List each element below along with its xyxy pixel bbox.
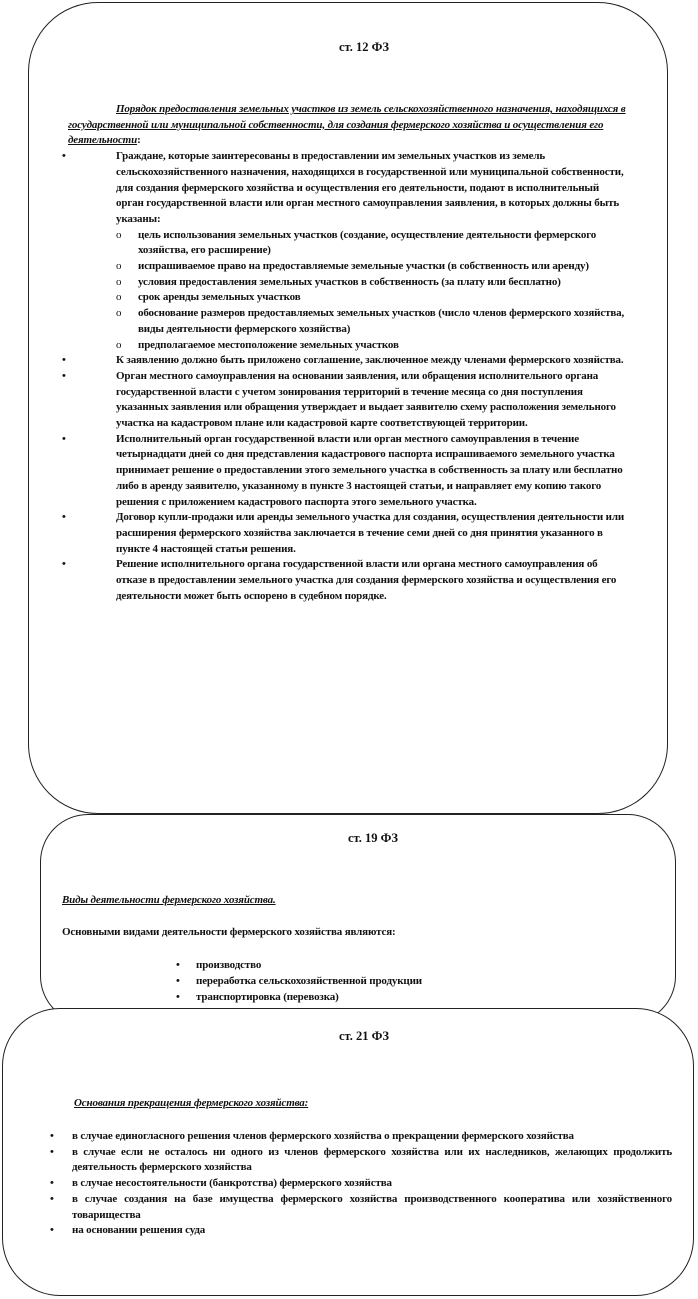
- bullet-icon: •: [50, 1192, 54, 1205]
- article-12-p3: Орган местного самоуправления на основании заявления, или обращения исполнительного органа государственной власти с учетом зонирования территорий в течение месяца со дня поступления указанных заявления или обращения утверждает и выдает заявителю схему расположения земельного участка на кадастровом плане или кадастровой карте соответствующей территории.: [116, 369, 616, 430]
- article-12-p1: Граждане, которые заинтересованы в предоставлении им земельных участков из земель сельскохозяйственного назначения, находящихся в государственной или муниципальной собственности, для создания фермерского хозяйства и осуществления его деятельности, подают в исполнительный орган государственной власти или орган местного самоуправления заявления, в которых должны быть указаны:: [116, 150, 624, 225]
- list-item: [116, 290, 628, 306]
- list-item-text: в случае единогласного решения членов фермерского хозяйства о прекращении фермерского хозяйства: [72, 1130, 574, 1142]
- list-item-text: в случае несостоятельности (банкротства) фермерского хозяйства: [72, 1177, 392, 1190]
- list-item-text: переработка сельскохозяйственной продукции: [196, 975, 422, 988]
- bullet-icon: •: [62, 511, 66, 524]
- bullet-icon: •: [176, 990, 180, 1003]
- list-item: [116, 338, 628, 354]
- article-19-content: [62, 893, 622, 1006]
- bullet-icon: •: [50, 1130, 54, 1142]
- article-12-content: [62, 102, 628, 605]
- circle-bullet-icon: o: [116, 260, 122, 273]
- list-item: [62, 510, 628, 557]
- circle-bullet-icon: o: [116, 291, 122, 304]
- article-12-intro-tail: :: [137, 134, 141, 147]
- list-item-text: в случае создания на базе имущества фермерского хозяйства производственного кооператива или хозяйственного товарищества: [72, 1192, 672, 1221]
- list-item: [62, 149, 628, 353]
- list-item-text: производство: [196, 959, 262, 972]
- list-item: [62, 432, 628, 511]
- article-19-title: Виды деятельности фермерского хозяйства.: [62, 894, 276, 906]
- article-12-sublist: [68, 228, 628, 354]
- list-item: [50, 1129, 672, 1145]
- list-item: [50, 1176, 672, 1192]
- circle-bullet-icon: o: [116, 338, 122, 351]
- bullet-icon: •: [62, 558, 66, 571]
- article-12-heading: ст. 12 ФЗ: [339, 40, 389, 54]
- article-12-p6: Решение исполнительного органа государственной власти или органа местного самоуправления об отказе в предоставлении земельного участка для создания фермерского хозяйства и осуществления его деятельности может быть оспорено в судебном порядке.: [116, 558, 617, 602]
- article-21-list: [50, 1129, 672, 1239]
- list-item: [62, 557, 628, 604]
- bullet-icon: •: [50, 1145, 54, 1158]
- list-item-text: транспортировка (перевозка): [196, 990, 339, 1003]
- article-19-lead: Основными видами деятельности фермерского хозяйства являются:: [62, 925, 396, 938]
- list-item: [176, 974, 622, 990]
- list-item: [50, 1192, 672, 1223]
- list-item-text: в случае если не осталось ни одного из членов фермерского хозяйства или их наследников, желающих продолжить деятельность фермерского хозяйства: [72, 1145, 672, 1174]
- sublist-text: условия предоставления земельных участков в собственность (за плату или бесплатно): [138, 275, 561, 288]
- article-12-p5: Договор купли-продажи или аренды земельного участка для создания, осуществления деятельности или расширения фермерского хозяйства заключается в течение семи дней со дня принятия указанного в пункте 4 настоящей статьи решения.: [116, 511, 625, 555]
- list-item: [116, 306, 628, 337]
- article-12-intro: [68, 102, 628, 149]
- bullet-icon: •: [62, 354, 66, 367]
- article-12-p2: К заявлению должно быть приложено соглашение, заключенное между членами фермерского хозяйства.: [116, 354, 624, 367]
- list-item: [116, 228, 628, 259]
- list-item: [176, 958, 622, 974]
- list-item: [62, 369, 628, 432]
- list-item: [50, 1223, 672, 1239]
- article-21-title: Основания прекращения фермерского хозяйства:: [74, 1097, 309, 1109]
- list-item: [116, 259, 628, 275]
- bullet-icon: •: [176, 959, 180, 972]
- circle-bullet-icon: o: [116, 275, 122, 288]
- bullet-icon: •: [176, 975, 180, 988]
- sublist-text: срок аренды земельных участков: [138, 291, 301, 304]
- bullet-icon: •: [62, 369, 66, 382]
- article-12-p4: Исполнительный орган государственной власти или орган местного самоуправления в течение четырнадцати дней со дня представления кадастрового паспорта испрашиваемого земельного участка принимает решение о предоставлении этого земельного участка в собственность за плату или бесплатно либо в аренду заявителю, указанному в пункте 3 настоящей статьи, и направляет ему копию такого решения с приложением кадастрового паспорта этого земельного участка.: [116, 432, 623, 508]
- bullet-icon: •: [50, 1177, 54, 1190]
- article-21-content: [50, 1129, 672, 1239]
- list-item: [50, 1145, 672, 1176]
- circle-bullet-icon: o: [116, 228, 122, 241]
- article-12-intro-title: Порядок предоставления земельных участков из земель сельскохозяйственного назначения, находящихся в государственной или муниципальной собственности, для создания фермерского хозяйства и осуществления его деятельности: [68, 103, 626, 147]
- sublist-text: обоснование размеров предоставляемых земельных участков (число членов фермерского хозяйства, виды деятельности фермерского хозяйства): [138, 307, 625, 335]
- list-item: [62, 353, 628, 369]
- article-19-heading: ст. 19 ФЗ: [348, 831, 398, 845]
- sublist-text: цель использования земельных участков (создание, осуществление деятельности фермерского хозяйства, его расширение): [138, 228, 597, 257]
- article-19-list: [62, 958, 622, 1005]
- circle-bullet-icon: o: [116, 307, 122, 320]
- bullet-icon: •: [62, 432, 66, 445]
- sublist-text: испрашиваемое право на предоставляемые земельные участки (в собственность или аренду): [138, 260, 589, 273]
- list-item: [116, 275, 628, 291]
- article-12-list: [62, 149, 628, 604]
- list-item: [176, 990, 622, 1006]
- article-21-heading: ст. 21 ФЗ: [339, 1029, 389, 1043]
- bullet-icon: •: [50, 1224, 54, 1237]
- bullet-icon: •: [62, 150, 66, 163]
- list-item-text: на основании решения суда: [72, 1224, 206, 1237]
- sublist-text: предполагаемое местоположение земельных участков: [138, 338, 399, 351]
